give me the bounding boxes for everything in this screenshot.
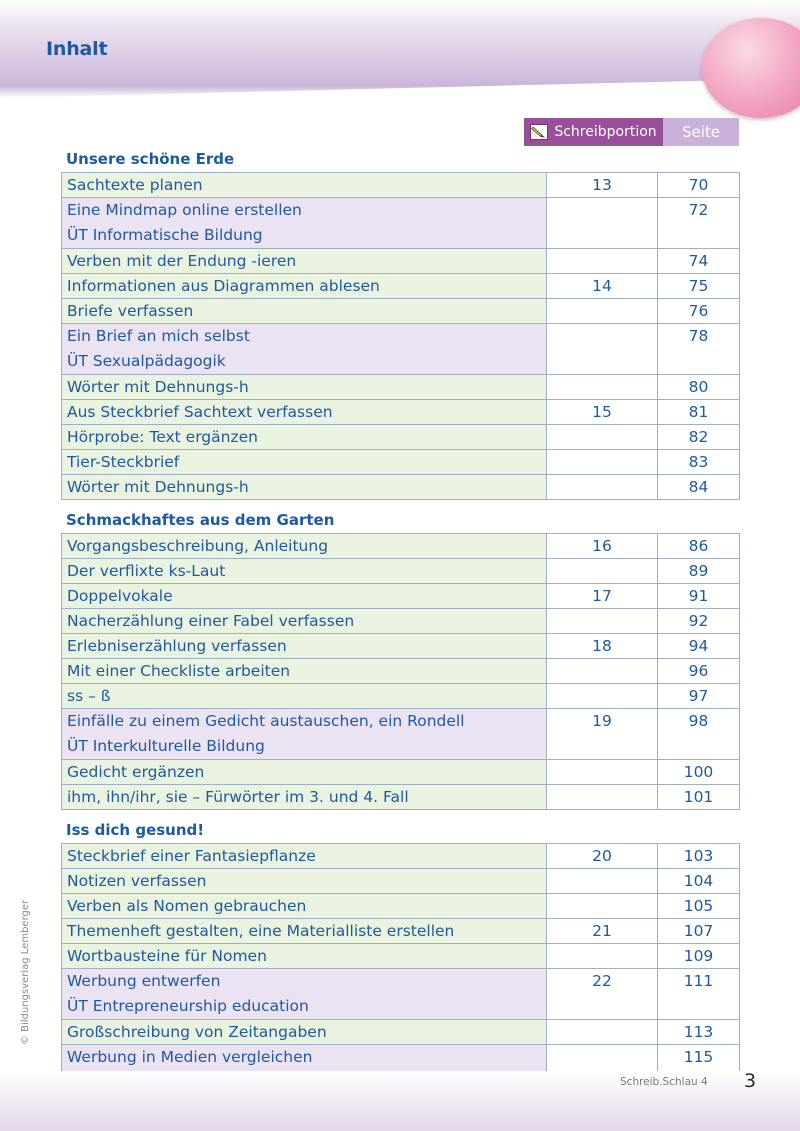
writing-portion-cell [547,709,658,760]
writing-portion-number [547,1020,657,1044]
page-reference: 80 [688,378,709,396]
page-reference: 74 [688,252,709,270]
page-cell [658,400,740,425]
topic-title: Hörprobe: Text ergänzen [67,428,258,446]
writing-portion-number [547,785,657,809]
topic-note: ÜT Interkulturelle Bildung [67,737,265,755]
page-cell [658,919,740,944]
writing-portion-cell [547,785,658,810]
page-cell [658,785,740,810]
page-cell [658,475,740,500]
writing-portion-cell [547,559,658,584]
writing-portion-number [547,760,657,784]
toc-row [62,299,740,324]
writing-portion-number: 20 [592,847,612,865]
page-reference: 75 [688,277,709,295]
page-reference: 109 [683,947,714,965]
column-header-writing-portion [524,118,663,146]
writing-portion-number: 18 [592,637,612,655]
toc-row [62,400,740,425]
page-reference: 70 [688,176,709,194]
toc-row [62,274,740,299]
topic-title: Erlebniserzählung verfassen [67,637,287,655]
writing-portion-number [547,1045,657,1070]
pen-icon [530,124,548,140]
topic-title: Gedicht ergänzen [67,763,205,781]
page-cell [658,634,740,659]
toc-section [61,146,740,500]
page-reference: 101 [683,788,714,806]
copyright-text: © Bildungsverlag Lemberger [20,899,31,1045]
page-reference: 103 [683,847,714,865]
writing-portion-number: 16 [592,537,612,555]
page-reference: 76 [688,302,709,320]
page-cell [658,425,740,450]
writing-portion-number [547,198,657,223]
toc-row [62,634,740,659]
page-number: 3 [744,1070,757,1092]
topic-cell [62,198,547,249]
toc-table [61,172,740,500]
writing-portion-cell [547,249,658,274]
toc-row [62,173,740,198]
writing-portion-cell [547,869,658,894]
topic-cell [62,894,547,919]
writing-portion-number: 14 [592,277,612,295]
writing-portion-number [547,475,657,499]
writing-portion-cell [547,969,658,1020]
page-reference: 92 [688,612,709,630]
topic-title: Doppelvokale [67,587,173,605]
toc-row [62,785,740,810]
topic-cell [62,534,547,559]
page-cell [658,844,740,869]
writing-portion-number [547,299,657,323]
writing-portion-number [547,450,657,474]
page-cell [658,534,740,559]
writing-portion-cell [547,584,658,609]
toc-row [62,684,740,709]
writing-portion-cell [547,919,658,944]
toc-row [62,969,740,1020]
toc-row [62,475,740,500]
page-reference: 84 [688,478,709,496]
writing-portion-cell [547,634,658,659]
writing-portion-number [547,894,657,918]
page-title: Inhalt [46,38,108,60]
topic-note: ÜT Informatische Bildung [67,226,263,244]
topic-cell [62,785,547,810]
topic-title: Einfälle zu einem Gedicht austauschen, ein Rondell [67,712,465,730]
topic-cell [62,869,547,894]
page-cell [658,584,740,609]
toc-section [61,817,740,1096]
topic-cell [62,919,547,944]
section-title: Schmackhaftes aus dem Garten [66,511,335,529]
page-reference: 89 [688,562,709,580]
topic-cell [62,299,547,324]
topic-title: Wortbausteine für Nomen [67,947,267,965]
writing-portion-cell [547,475,658,500]
writing-portion-cell [547,760,658,785]
page-reference: 100 [683,763,714,781]
topic-title: Steckbrief einer Fantasiepflanze [67,847,316,865]
table-of-contents [61,146,740,1103]
topic-title: Vorgangsbeschreibung, Anleitung [67,537,329,555]
topic-title: Der verflixte ks-Laut [67,562,226,580]
column-header-page-label: Seite [681,123,721,141]
topic-cell [62,450,547,475]
page-cell [658,299,740,324]
toc-row [62,709,740,760]
page-cell [658,609,740,634]
page-cell [658,684,740,709]
topic-note: ÜT Entrepreneurship education [67,997,309,1015]
page-reference: 97 [688,687,709,705]
page-reference: 104 [683,872,714,890]
writing-portion-cell [547,944,658,969]
topic-cell [62,760,547,785]
writing-portion-number [547,425,657,449]
toc-row [62,609,740,634]
topic-cell [62,659,547,684]
topic-title: Werbung in Medien vergleichen [67,1048,313,1066]
topic-cell [62,475,547,500]
topic-title: ss – ß [67,687,111,705]
page-reference: 111 [683,972,714,990]
topic-title: Briefe verfassen [67,302,194,320]
writing-portion-number: 17 [592,587,612,605]
toc-row [62,584,740,609]
page-reference: 105 [683,897,714,915]
topic-title: ihm, ihn/ihr, sie – Fürwörter im 3. und 4. Fall [67,788,409,806]
page-reference: 113 [683,1023,714,1041]
column-header-page [663,118,739,146]
topic-cell [62,274,547,299]
page-cell [658,324,740,375]
topic-cell [62,324,547,375]
writing-portion-cell [547,425,658,450]
page-reference: 83 [688,453,709,471]
toc-row [62,425,740,450]
toc-row [62,659,740,684]
writing-portion-cell [547,659,658,684]
topic-cell [62,249,547,274]
writing-portion-number: 15 [592,403,612,421]
topic-title: Wörter mit Dehnungs-h [67,378,249,396]
topic-cell [62,969,547,1020]
topic-title: Mit einer Checkliste arbeiten [67,662,291,680]
writing-portion-cell [547,274,658,299]
writing-portion-cell [547,844,658,869]
topic-cell [62,844,547,869]
topic-title: Themenheft gestalten, eine Materialliste erstellen [67,922,455,940]
topic-cell [62,173,547,198]
topic-title: Wörter mit Dehnungs-h [67,478,249,496]
page-cell [658,559,740,584]
toc-row [62,844,740,869]
writing-portion-cell [547,534,658,559]
header-band [0,0,800,98]
topic-title: Verben mit der Endung -ieren [67,252,297,270]
toc-row [62,198,740,249]
writing-portion-cell [547,173,658,198]
page-reference: 86 [688,537,709,555]
topic-cell [62,559,547,584]
page-cell [658,894,740,919]
page-cell [658,760,740,785]
topic-title: Informationen aus Diagrammen ablesen [67,277,380,295]
topic-cell [62,425,547,450]
toc-row [62,919,740,944]
page-cell [658,249,740,274]
toc-row [62,375,740,400]
topic-title: Ein Brief an mich selbst [67,327,250,345]
page-cell [658,274,740,299]
page-reference: 72 [688,201,709,219]
writing-portion-cell [547,450,658,475]
writing-portion-cell [547,894,658,919]
writing-portion-number [547,559,657,583]
page-reference: 82 [688,428,709,446]
topic-title: Aus Steckbrief Sachtext verfassen [67,403,333,421]
page-reference: 81 [688,403,709,421]
page-reference: 91 [688,587,709,605]
toc-row [62,559,740,584]
topic-title: Tier-Steckbrief [67,453,180,471]
topic-cell [62,1020,547,1045]
toc-row [62,324,740,375]
writing-portion-cell [547,375,658,400]
writing-portion-number: 21 [592,922,612,940]
writing-portion-number [547,324,657,349]
page-reference: 94 [688,637,709,655]
writing-portion-number [547,249,657,273]
page-cell [658,869,740,894]
writing-portion-cell [547,198,658,249]
page-reference: 96 [688,662,709,680]
topic-title: Notizen verfassen [67,872,207,890]
writing-portion-cell [547,400,658,425]
writing-portion-number: 19 [592,712,612,730]
page-cell [658,450,740,475]
writing-portion-number [547,375,657,399]
section-title: Iss dich gesund! [66,821,205,839]
topic-cell [62,609,547,634]
topic-cell [62,634,547,659]
toc-row [62,534,740,559]
toc-row [62,944,740,969]
topic-cell [62,684,547,709]
writing-portion-number: 13 [592,176,612,194]
toc-row [62,249,740,274]
writing-portion-number: 22 [592,972,612,990]
topic-cell [62,400,547,425]
column-header-writing-label: Schreibportion [554,124,657,140]
page-cell [658,198,740,249]
page-cell [658,173,740,198]
page-reference: 98 [688,712,709,730]
writing-portion-cell [547,324,658,375]
page-reference: 107 [683,922,714,940]
topic-title: Eine Mindmap online erstellen [67,201,302,219]
topic-cell [62,709,547,760]
toc-row [62,894,740,919]
writing-portion-number [547,659,657,683]
toc-table [61,843,740,1096]
writing-portion-cell [547,1020,658,1045]
topic-title: Nacherzählung einer Fabel verfassen [67,612,355,630]
writing-portion-number [547,944,657,968]
page-cell [658,1020,740,1045]
toc-table [61,533,740,810]
section-title: Unsere schöne Erde [66,150,235,168]
page-cell [658,709,740,760]
writing-portion-number [547,684,657,708]
page-cell [658,659,740,684]
toc-row [62,450,740,475]
writing-portion-cell [547,609,658,634]
page-cell [658,375,740,400]
topic-cell [62,944,547,969]
topic-title: Verben als Nomen gebrauchen [67,897,307,915]
topic-note: ÜT Sexualpädagogik [67,352,226,370]
book-title: Schreib.Schlau 4 [620,1076,708,1088]
toc-section [61,507,740,810]
writing-portion-cell [547,299,658,324]
page-cell [658,969,740,1020]
page-reference: 78 [688,327,709,345]
toc-row [62,760,740,785]
toc-row [62,1020,740,1045]
toc-row [62,869,740,894]
topic-cell [62,375,547,400]
writing-portion-number [547,609,657,633]
topic-title: Sachtexte planen [67,176,203,194]
writing-portion-cell [547,684,658,709]
topic-title: Werbung entwerfen [67,972,221,990]
page-reference: 115 [683,1048,714,1066]
topic-cell [62,584,547,609]
writing-portion-number [547,869,657,893]
page-cell [658,944,740,969]
topic-title: Großschreibung von Zeitangaben [67,1023,327,1041]
